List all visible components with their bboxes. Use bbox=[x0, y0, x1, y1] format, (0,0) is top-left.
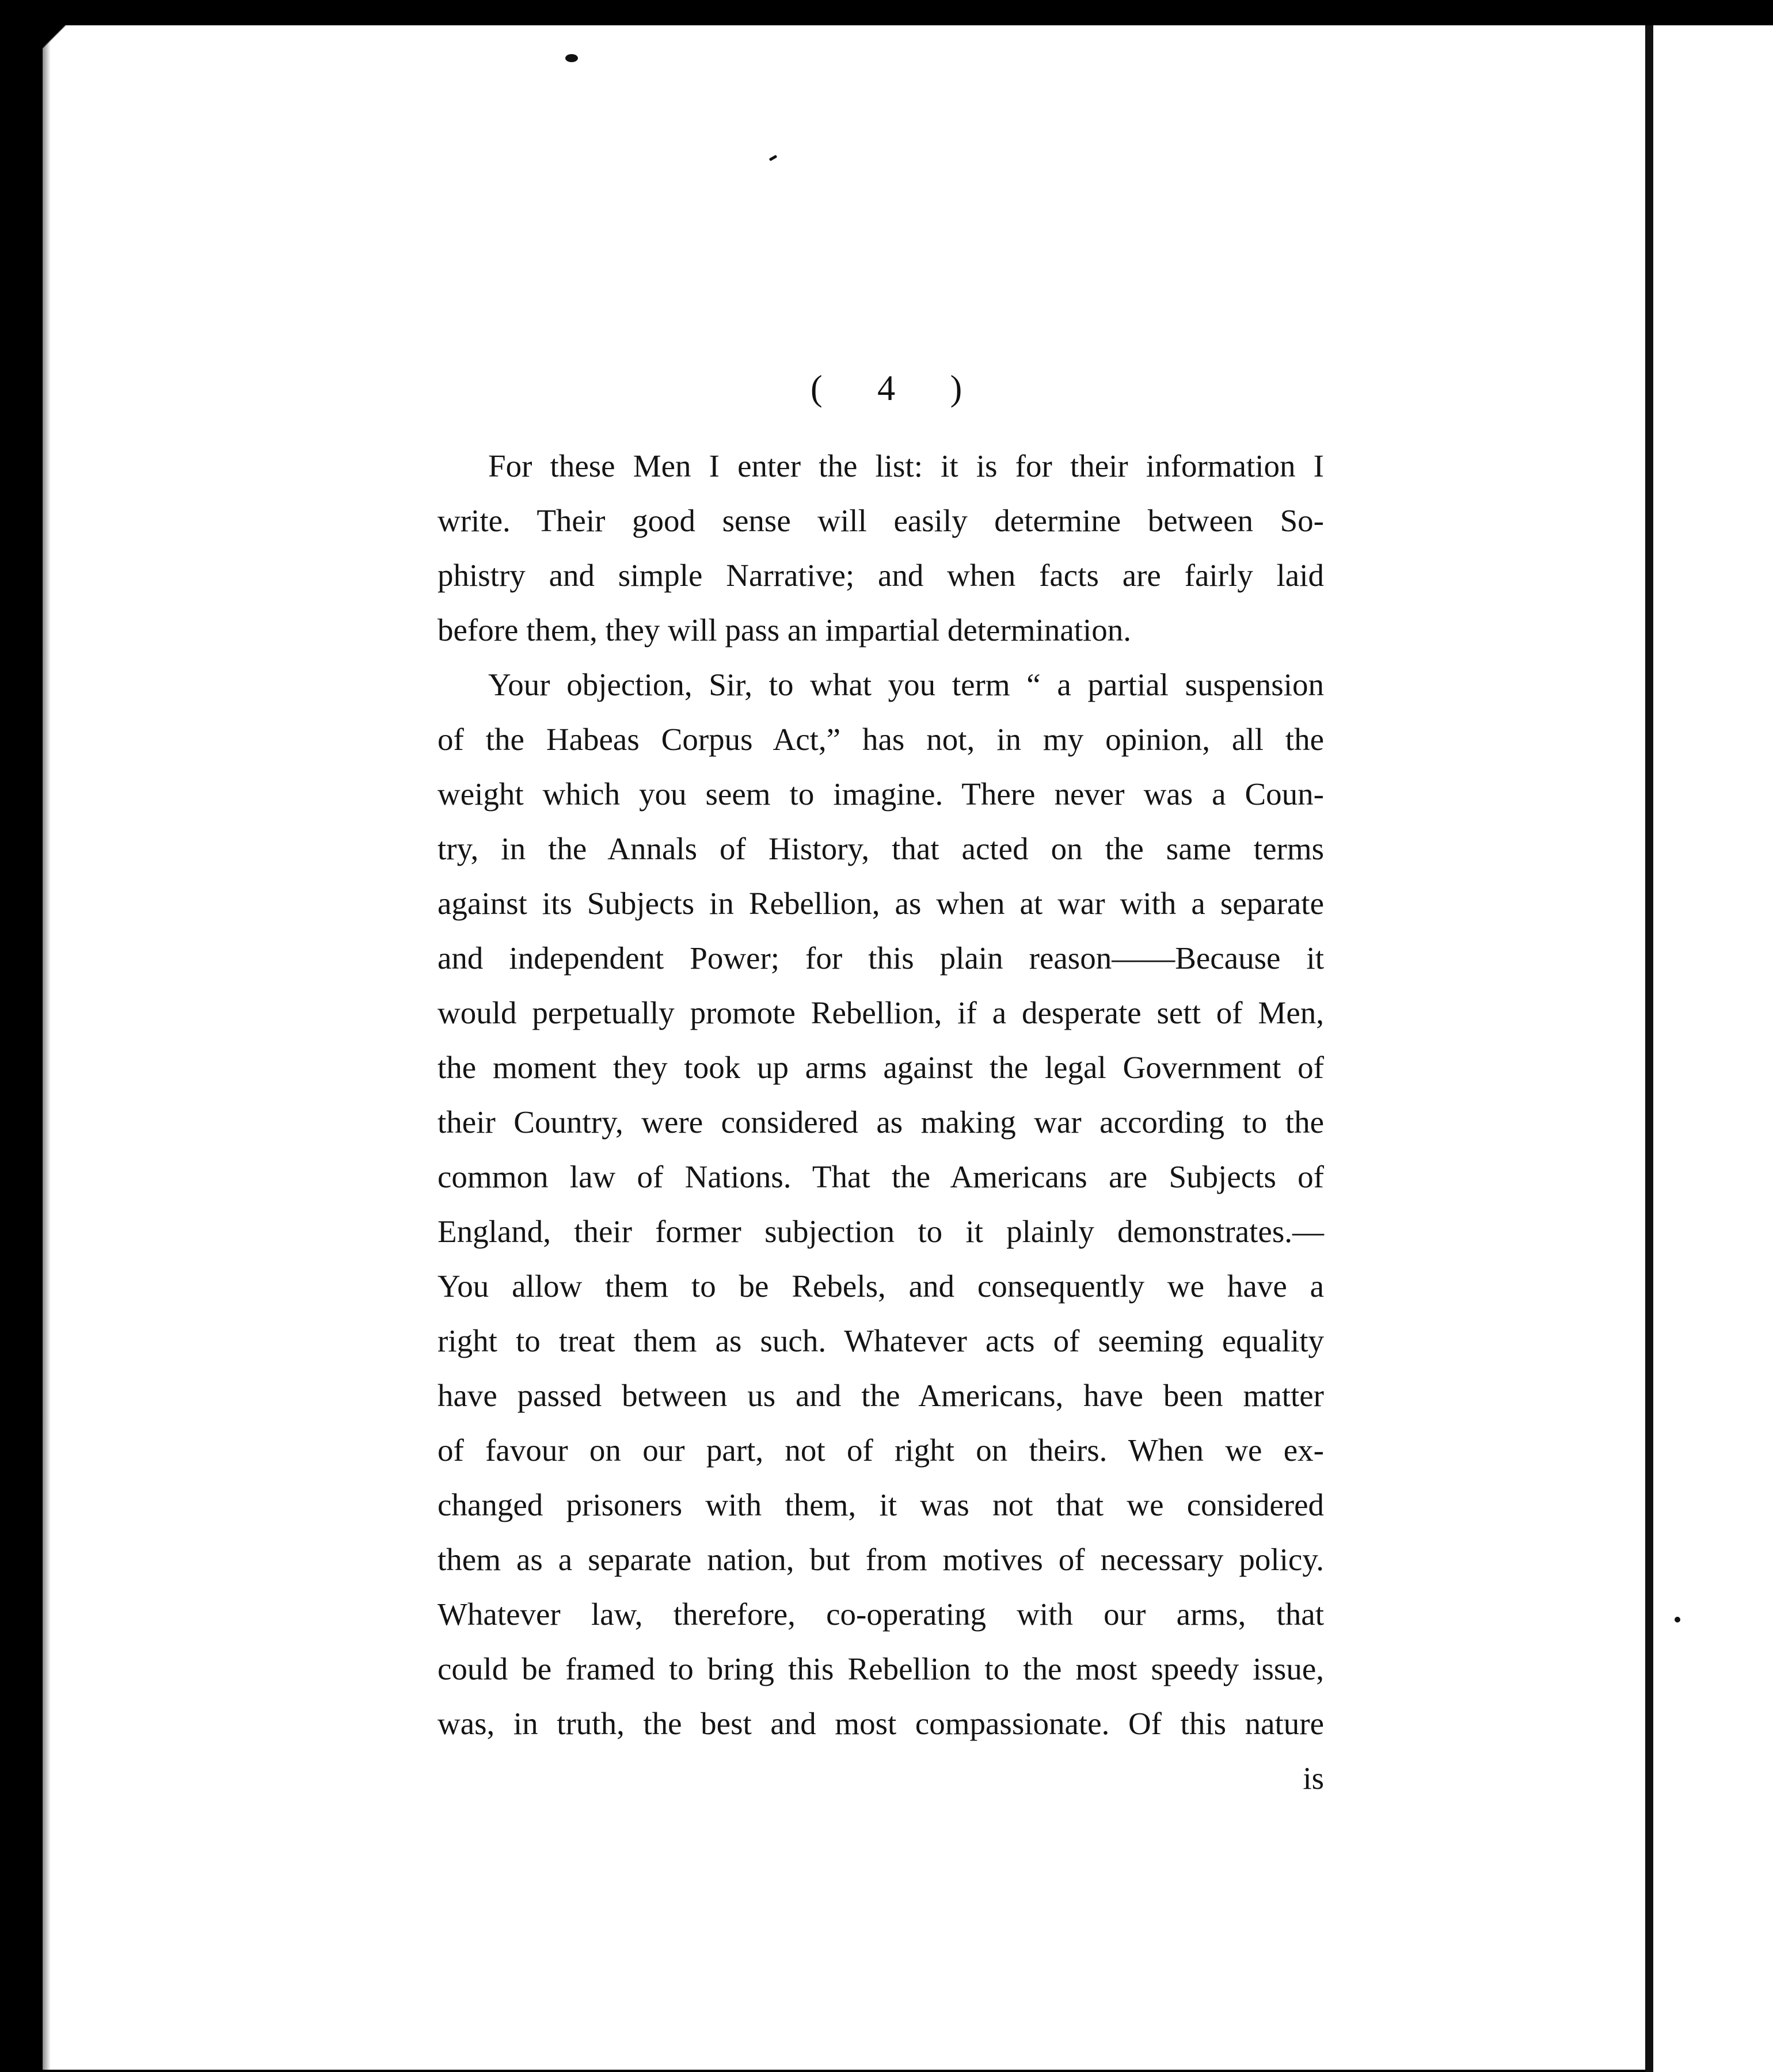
text-line: Whatever law, therefore, co-operating with our arms, that bbox=[437, 1597, 1324, 1632]
body-text bbox=[437, 439, 1324, 1806]
facing-page-edge bbox=[1653, 25, 1773, 2072]
catchword: is bbox=[1303, 1761, 1324, 1796]
text-line: weight which you seem to imagine. There never was a Coun- bbox=[437, 776, 1324, 812]
text-line: You allow them to be Rebels, and consequently we have a bbox=[437, 1269, 1324, 1304]
text-line: could be framed to bring this Rebellion to the most speedy issue, bbox=[437, 1651, 1324, 1686]
scan-edge-mark bbox=[9, 1531, 21, 1554]
ink-speck bbox=[565, 54, 578, 62]
text-line: against its Subjects in Rebellion, as when at war with a separate bbox=[437, 886, 1324, 921]
text-line: of the Habeas Corpus Act,” has not, in my opinion, all the bbox=[437, 722, 1324, 757]
text-line: right to treat them as such. Whatever acts of seeming equality bbox=[437, 1323, 1324, 1358]
text-line: and independent Power; for this plain reason——Because it bbox=[437, 940, 1324, 976]
text-line: phistry and simple Narrative; and when facts are fairly laid bbox=[437, 558, 1324, 593]
text-line: changed prisoners with them, it was not that we considered bbox=[437, 1487, 1324, 1522]
text-line: For these Men I enter the list: it is for their information I bbox=[488, 448, 1324, 483]
page-corner bbox=[43, 25, 66, 48]
text-line: have passed between us and the Americans, have been matter bbox=[437, 1378, 1324, 1413]
text-line: of favour on our part, not of right on theirs. When we ex- bbox=[437, 1433, 1324, 1468]
text-line: England, their former subjection to it plainly demonstrates.— bbox=[437, 1214, 1324, 1249]
page-number: ( 4 ) bbox=[811, 369, 986, 408]
ink-speck bbox=[1675, 1617, 1680, 1622]
text-line: try, in the Annals of History, that acted on the same terms bbox=[437, 831, 1324, 866]
page-gutter-shadow bbox=[43, 25, 51, 2070]
page-edge-divider bbox=[1645, 25, 1653, 2072]
text-line: them as a separate nation, but from motives of necessary policy. bbox=[437, 1542, 1324, 1577]
text-line: was, in truth, the best and most compassionate. Of this nature bbox=[437, 1706, 1324, 1741]
text-line: before them, they will pass an impartial determination. bbox=[437, 612, 1132, 648]
text-line: would perpetually promote Rebellion, if a desperate sett of Men, bbox=[437, 995, 1324, 1030]
text-line: the moment they took up arms against the legal Government of bbox=[437, 1050, 1324, 1085]
text-line: write. Their good sense will easily determine between So- bbox=[437, 503, 1324, 538]
text-line: their Country, were considered as making war according to the bbox=[437, 1104, 1324, 1140]
ink-speck bbox=[769, 155, 778, 161]
text-line: common law of Nations. That the Americans are Subjects of bbox=[437, 1159, 1324, 1194]
text-line: Your objection, Sir, to what you term “ a partial suspension bbox=[488, 667, 1324, 702]
